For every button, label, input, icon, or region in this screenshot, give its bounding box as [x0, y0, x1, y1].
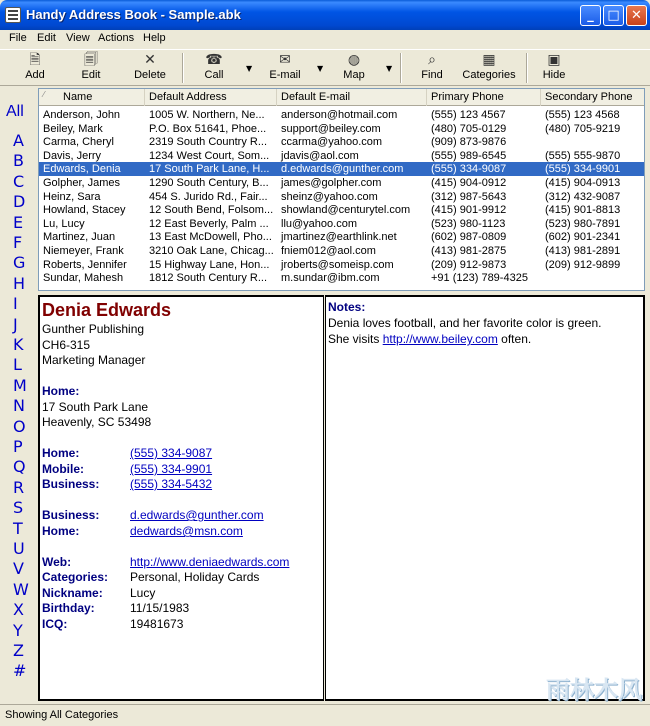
contact-row-cell: 1812 South Century R...: [149, 272, 268, 285]
alpha-letter-g[interactable]: G: [13, 253, 26, 273]
minimize-icon: _: [587, 8, 594, 23]
contact-row-cell: james@golpher.com: [281, 177, 382, 189]
alpha-letter-i[interactable]: I: [13, 294, 18, 314]
contact-row[interactable]: [39, 122, 644, 136]
address-book-icon: [5, 7, 21, 23]
add-contact-icon: 🗎: [29, 52, 41, 68]
phone-icon: ☎: [205, 52, 223, 68]
map-button[interactable]: ◍ Map: [338, 51, 370, 85]
menu-bar: [0, 30, 650, 48]
contact-row-cell: (415) 901-9912: [431, 204, 507, 217]
contact-row[interactable]: [39, 190, 644, 204]
menu-actions[interactable]: Actions: [98, 32, 135, 44]
categories-button[interactable]: ▦ Categories: [460, 51, 518, 85]
contact-detail-pane: [38, 295, 324, 701]
contact-company: Gunther Publishing: [42, 322, 145, 336]
alpha-letter-v[interactable]: V: [13, 559, 24, 579]
contact-row-cell: anderson@hotmail.com: [281, 109, 398, 121]
contact-row[interactable]: [39, 230, 644, 244]
notes-pane: [325, 295, 645, 701]
contact-row-cell: Roberts, Jennifer: [43, 258, 127, 271]
toolbar: [0, 49, 650, 86]
alpha-letter-y[interactable]: Y: [13, 620, 23, 640]
nickname-value: Lucy: [130, 586, 156, 600]
column-header-email[interactable]: Default E-mail: [277, 89, 427, 106]
phone-link-business[interactable]: (555) 334-5432: [130, 477, 213, 491]
globe-icon: ◍: [347, 52, 361, 68]
call-button[interactable]: ☎ Call: [196, 51, 232, 85]
alpha-letter-a[interactable]: A: [13, 131, 24, 150]
phone-label-business: Business:: [42, 477, 100, 491]
contact-row-cell: (555) 989-6545: [431, 149, 507, 162]
status-text: Showing All Categories: [5, 709, 119, 721]
contact-job-title: Marketing Manager: [42, 353, 146, 367]
contact-row[interactable]: [39, 149, 644, 163]
contact-row-cell: (523) 980-1123: [431, 217, 506, 230]
contact-row-cell: (602) 987-0809: [431, 231, 507, 244]
delete-x-icon: ✕: [144, 52, 156, 68]
contact-row-cell: 2319 South Country R...: [149, 136, 268, 149]
contact-row-cell: ccarma@yahoo.com: [281, 136, 383, 149]
toolbar-separator: [400, 53, 402, 83]
web-link[interactable]: http://www.deniaedwards.com: [130, 555, 290, 569]
contact-row-cell: jmartinez@earthlink.net: [281, 231, 397, 244]
call-dropdown-arrow[interactable]: ▼: [246, 64, 253, 73]
contact-row-cell: 3210 Oak Lane, Chicag...: [149, 245, 274, 257]
toolbar-separator: [526, 53, 528, 83]
contact-row-cell: Golpher, James: [43, 177, 121, 189]
contact-row-cell: (480) 705-9219: [545, 122, 621, 135]
notes-line-2-prefix: She visits: [328, 332, 383, 346]
contact-row-cell: (312) 432-9087: [545, 190, 621, 203]
contact-row[interactable]: [39, 108, 644, 122]
contact-row[interactable]: [39, 203, 644, 217]
notes-label: Notes:: [328, 300, 366, 314]
sort-indicator-icon: ⁄: [43, 90, 45, 99]
alpha-all-link[interactable]: All: [6, 103, 24, 120]
status-bar: [0, 704, 650, 726]
contact-row-cell: 1005 W. Northern, Ne...: [149, 109, 265, 121]
contact-row-cell: Beiley, Mark: [43, 122, 103, 135]
contact-row-cell: showland@centurytel.com: [281, 204, 411, 217]
find-button[interactable]: ⌕ Find: [416, 51, 448, 85]
maximize-icon: □: [607, 8, 620, 23]
contact-row-cell: 1234 West Court, Som...: [149, 149, 270, 162]
maximize-button[interactable]: [603, 5, 624, 26]
contact-row-cell: (413) 981-2891: [545, 245, 621, 257]
hide-window-icon: ▣: [547, 52, 561, 68]
magnifier-icon: ⌕: [428, 52, 436, 68]
list-header: [39, 89, 645, 106]
alpha-letter-u[interactable]: U: [13, 539, 25, 558]
edit-contact-icon: 🗐: [84, 52, 98, 68]
contact-row-cell: m.sundar@ibm.com: [281, 272, 380, 285]
contact-row-cell: Carma, Cheryl: [43, 136, 114, 149]
contact-row-cell: 1290 South Century, B...: [149, 177, 269, 189]
contact-row-cell: (602) 901-2341: [545, 231, 621, 244]
column-header-address[interactable]: Default Address: [145, 89, 277, 106]
alpha-letter-f[interactable]: F: [13, 233, 23, 252]
notes-line-1: Denia loves football, and her favorite color is green.: [328, 316, 602, 330]
close-icon: ✕: [631, 8, 642, 23]
icq-value: 19481673: [130, 617, 184, 631]
contact-row-cell: (415) 904-0913: [545, 177, 621, 189]
delete-button[interactable]: ✕ Delete: [130, 51, 170, 85]
contact-row-cell: Sundar, Mahesh: [43, 272, 124, 285]
contact-row-cell: jroberts@someisp.com: [281, 258, 394, 271]
add-button[interactable]: 🗎 Add: [18, 51, 52, 85]
alpha-letter-j[interactable]: J: [13, 314, 18, 334]
contact-row-cell: Niemeyer, Frank: [43, 245, 124, 257]
alpha-letter-l[interactable]: L: [13, 355, 22, 375]
contact-row-cell: Martinez, Juan: [43, 231, 116, 244]
contact-row-cell: support@beiley.com: [281, 122, 381, 135]
contact-row[interactable]: [39, 258, 644, 272]
contact-row[interactable]: [39, 271, 644, 285]
contact-row[interactable]: [39, 244, 644, 258]
contact-name: Denia Edwards: [42, 300, 172, 320]
contact-row-cell: (523) 980-7891: [545, 217, 621, 230]
birthday-label: Birthday:: [42, 601, 95, 615]
alpha-letter-c[interactable]: C: [13, 171, 25, 191]
alpha-letter-p[interactable]: P: [13, 437, 23, 456]
contact-row-cell: (555) 123 4568: [545, 109, 620, 121]
contact-row-cell: llu@yahoo.com: [281, 217, 357, 230]
email-label-business: Business:: [42, 508, 100, 522]
phone-label-mobile: Mobile:: [42, 462, 84, 476]
contact-row-cell: sheinz@yahoo.com: [281, 190, 378, 203]
contact-row-cell: (209) 912-9873: [431, 258, 507, 271]
alpha-letter-s[interactable]: S: [13, 498, 24, 518]
contact-row-cell: [541, 271, 644, 285]
envelope-icon: ✉: [279, 52, 291, 68]
contact-row-cell: jdavis@aol.com: [281, 149, 359, 162]
contact-row-cell: +91 (123) 789-4325: [431, 272, 528, 285]
contact-row-cell: P.O. Box 51641, Phoe...: [149, 122, 267, 135]
contact-row-cell: fniem012@aol.com: [281, 245, 376, 257]
contact-row[interactable]: [39, 162, 644, 176]
contact-row-cell: (209) 912-9899: [545, 258, 621, 271]
alpha-letter-hash[interactable]: #: [13, 661, 27, 681]
contact-row-cell: 12 South Bend, Folsom...: [149, 204, 274, 217]
contact-row-cell: 12 East Beverly, Palm ...: [149, 217, 269, 230]
alpha-letter-z[interactable]: Z: [13, 641, 24, 660]
contact-row-cell: (480) 705-0129: [431, 122, 507, 135]
column-header-secondary-phone[interactable]: Secondary Phone: [541, 89, 645, 106]
contact-row-cell: Anderson, John: [43, 109, 121, 121]
notes-line-2: [328, 332, 531, 346]
phone-label-home: Home:: [42, 446, 80, 460]
menu-help[interactable]: Help: [143, 32, 166, 44]
alpha-letter-b[interactable]: B: [13, 151, 24, 171]
alpha-letter-e[interactable]: E: [13, 212, 24, 232]
email-button[interactable]: ✉ E-mail: [266, 51, 304, 85]
contact-department: CH6-315: [42, 338, 91, 352]
birthday-value: 11/15/1983: [130, 601, 190, 615]
title-bar[interactable]: [0, 0, 650, 30]
menu-file[interactable]: File: [9, 32, 27, 44]
address-label: Home:: [42, 384, 80, 398]
contact-row-cell: Heinz, Sara: [43, 190, 101, 203]
contact-row-cell: 13 East McDowell, Pho...: [149, 231, 272, 244]
minimize-button[interactable]: [580, 5, 601, 26]
alpha-letter-m[interactable]: M: [13, 375, 27, 395]
toolbar-separator: [182, 53, 184, 83]
address-line-1: 17 South Park Lane: [42, 400, 149, 414]
contact-row[interactable]: [39, 135, 644, 149]
nickname-label: Nickname:: [42, 586, 103, 600]
contact-row-cell: Howland, Stacey: [43, 204, 126, 217]
contact-row-cell: 15 Highway Lane, Hon...: [149, 258, 270, 271]
column-header-name[interactable]: Name: [39, 89, 145, 106]
edit-button[interactable]: 🗐 Edit: [74, 51, 108, 85]
menu-view[interactable]: View: [66, 32, 90, 44]
watermark-logo-text: 雨林木风: [546, 676, 642, 704]
contact-row-cell: (555) 123 4567: [431, 109, 506, 121]
contact-row-cell: (555) 555-9870: [545, 149, 621, 162]
contact-row-cell: (555) 334-9901: [545, 163, 621, 176]
categories-label: Categories:: [42, 570, 109, 584]
alpha-letter-t[interactable]: T: [13, 518, 23, 538]
phone-link-mobile[interactable]: (555) 334-9901: [130, 462, 213, 476]
contact-row-cell: (415) 901-8813: [545, 204, 621, 217]
contact-row-cell: 454 S. Jurido Rd., Fair...: [149, 190, 268, 203]
menu-edit[interactable]: Edit: [37, 32, 56, 44]
notes-line-2-suffix: often.: [497, 332, 532, 346]
column-header-primary-phone[interactable]: Primary Phone: [427, 89, 541, 106]
contact-row-cell: Lu, Lucy: [43, 217, 85, 230]
contact-row-cell: (909) 873-9876: [431, 136, 507, 149]
email-label-home: Home:: [42, 524, 80, 538]
web-label: Web:: [42, 555, 72, 569]
alpha-letter-q[interactable]: Q: [13, 457, 26, 477]
alpha-letter-w[interactable]: W: [13, 579, 29, 599]
contact-row-cell: Edwards, Denia: [43, 163, 121, 176]
alpha-letter-h[interactable]: H: [13, 273, 26, 293]
categories-value: Personal, Holiday Cards: [130, 570, 260, 584]
email-dropdown-arrow[interactable]: ▼: [317, 64, 324, 73]
contact-row[interactable]: [39, 217, 644, 231]
hide-button[interactable]: ▣ Hide: [538, 51, 570, 85]
alpha-letter-d[interactable]: D: [13, 192, 26, 212]
alpha-letter-o[interactable]: O: [13, 416, 26, 436]
contact-row-cell: d.edwards@gunther.com: [281, 163, 404, 176]
alpha-letter-k[interactable]: K: [13, 335, 24, 354]
categories-grid-icon: ▦: [482, 52, 496, 68]
icq-label: ICQ:: [42, 617, 68, 631]
email-link-business[interactable]: d.edwards@gunther.com: [130, 508, 264, 522]
phone-link-home[interactable]: (555) 334-9087: [130, 446, 213, 460]
close-button[interactable]: [626, 5, 647, 26]
contact-row-cell: Davis, Jerry: [43, 149, 102, 162]
address-line-2: Heavenly, SC 53498: [42, 415, 152, 429]
contact-row-cell: [541, 135, 644, 149]
alpha-letter-r[interactable]: R: [13, 477, 25, 497]
alpha-letter-n[interactable]: N: [13, 396, 25, 416]
map-dropdown-arrow[interactable]: ▼: [386, 64, 393, 73]
contact-row-cell: (555) 334-9087: [431, 163, 507, 176]
contact-row-cell: (413) 981-2875: [431, 245, 507, 257]
contact-list[interactable]: [38, 88, 645, 291]
contact-row-cell: 17 South Park Lane, H...: [149, 163, 270, 176]
notes-web-link[interactable]: http://www.beiley.com: [382, 332, 498, 346]
contact-row[interactable]: [39, 176, 644, 190]
contact-row-cell: (415) 904-0912: [431, 177, 507, 189]
email-link-home[interactable]: dedwards@msn.com: [130, 524, 243, 538]
window-title: Handy Address Book - Sample.abk: [26, 7, 241, 22]
alpha-letter-x[interactable]: X: [13, 600, 24, 620]
contact-row-cell: (312) 987-5643: [431, 190, 507, 203]
